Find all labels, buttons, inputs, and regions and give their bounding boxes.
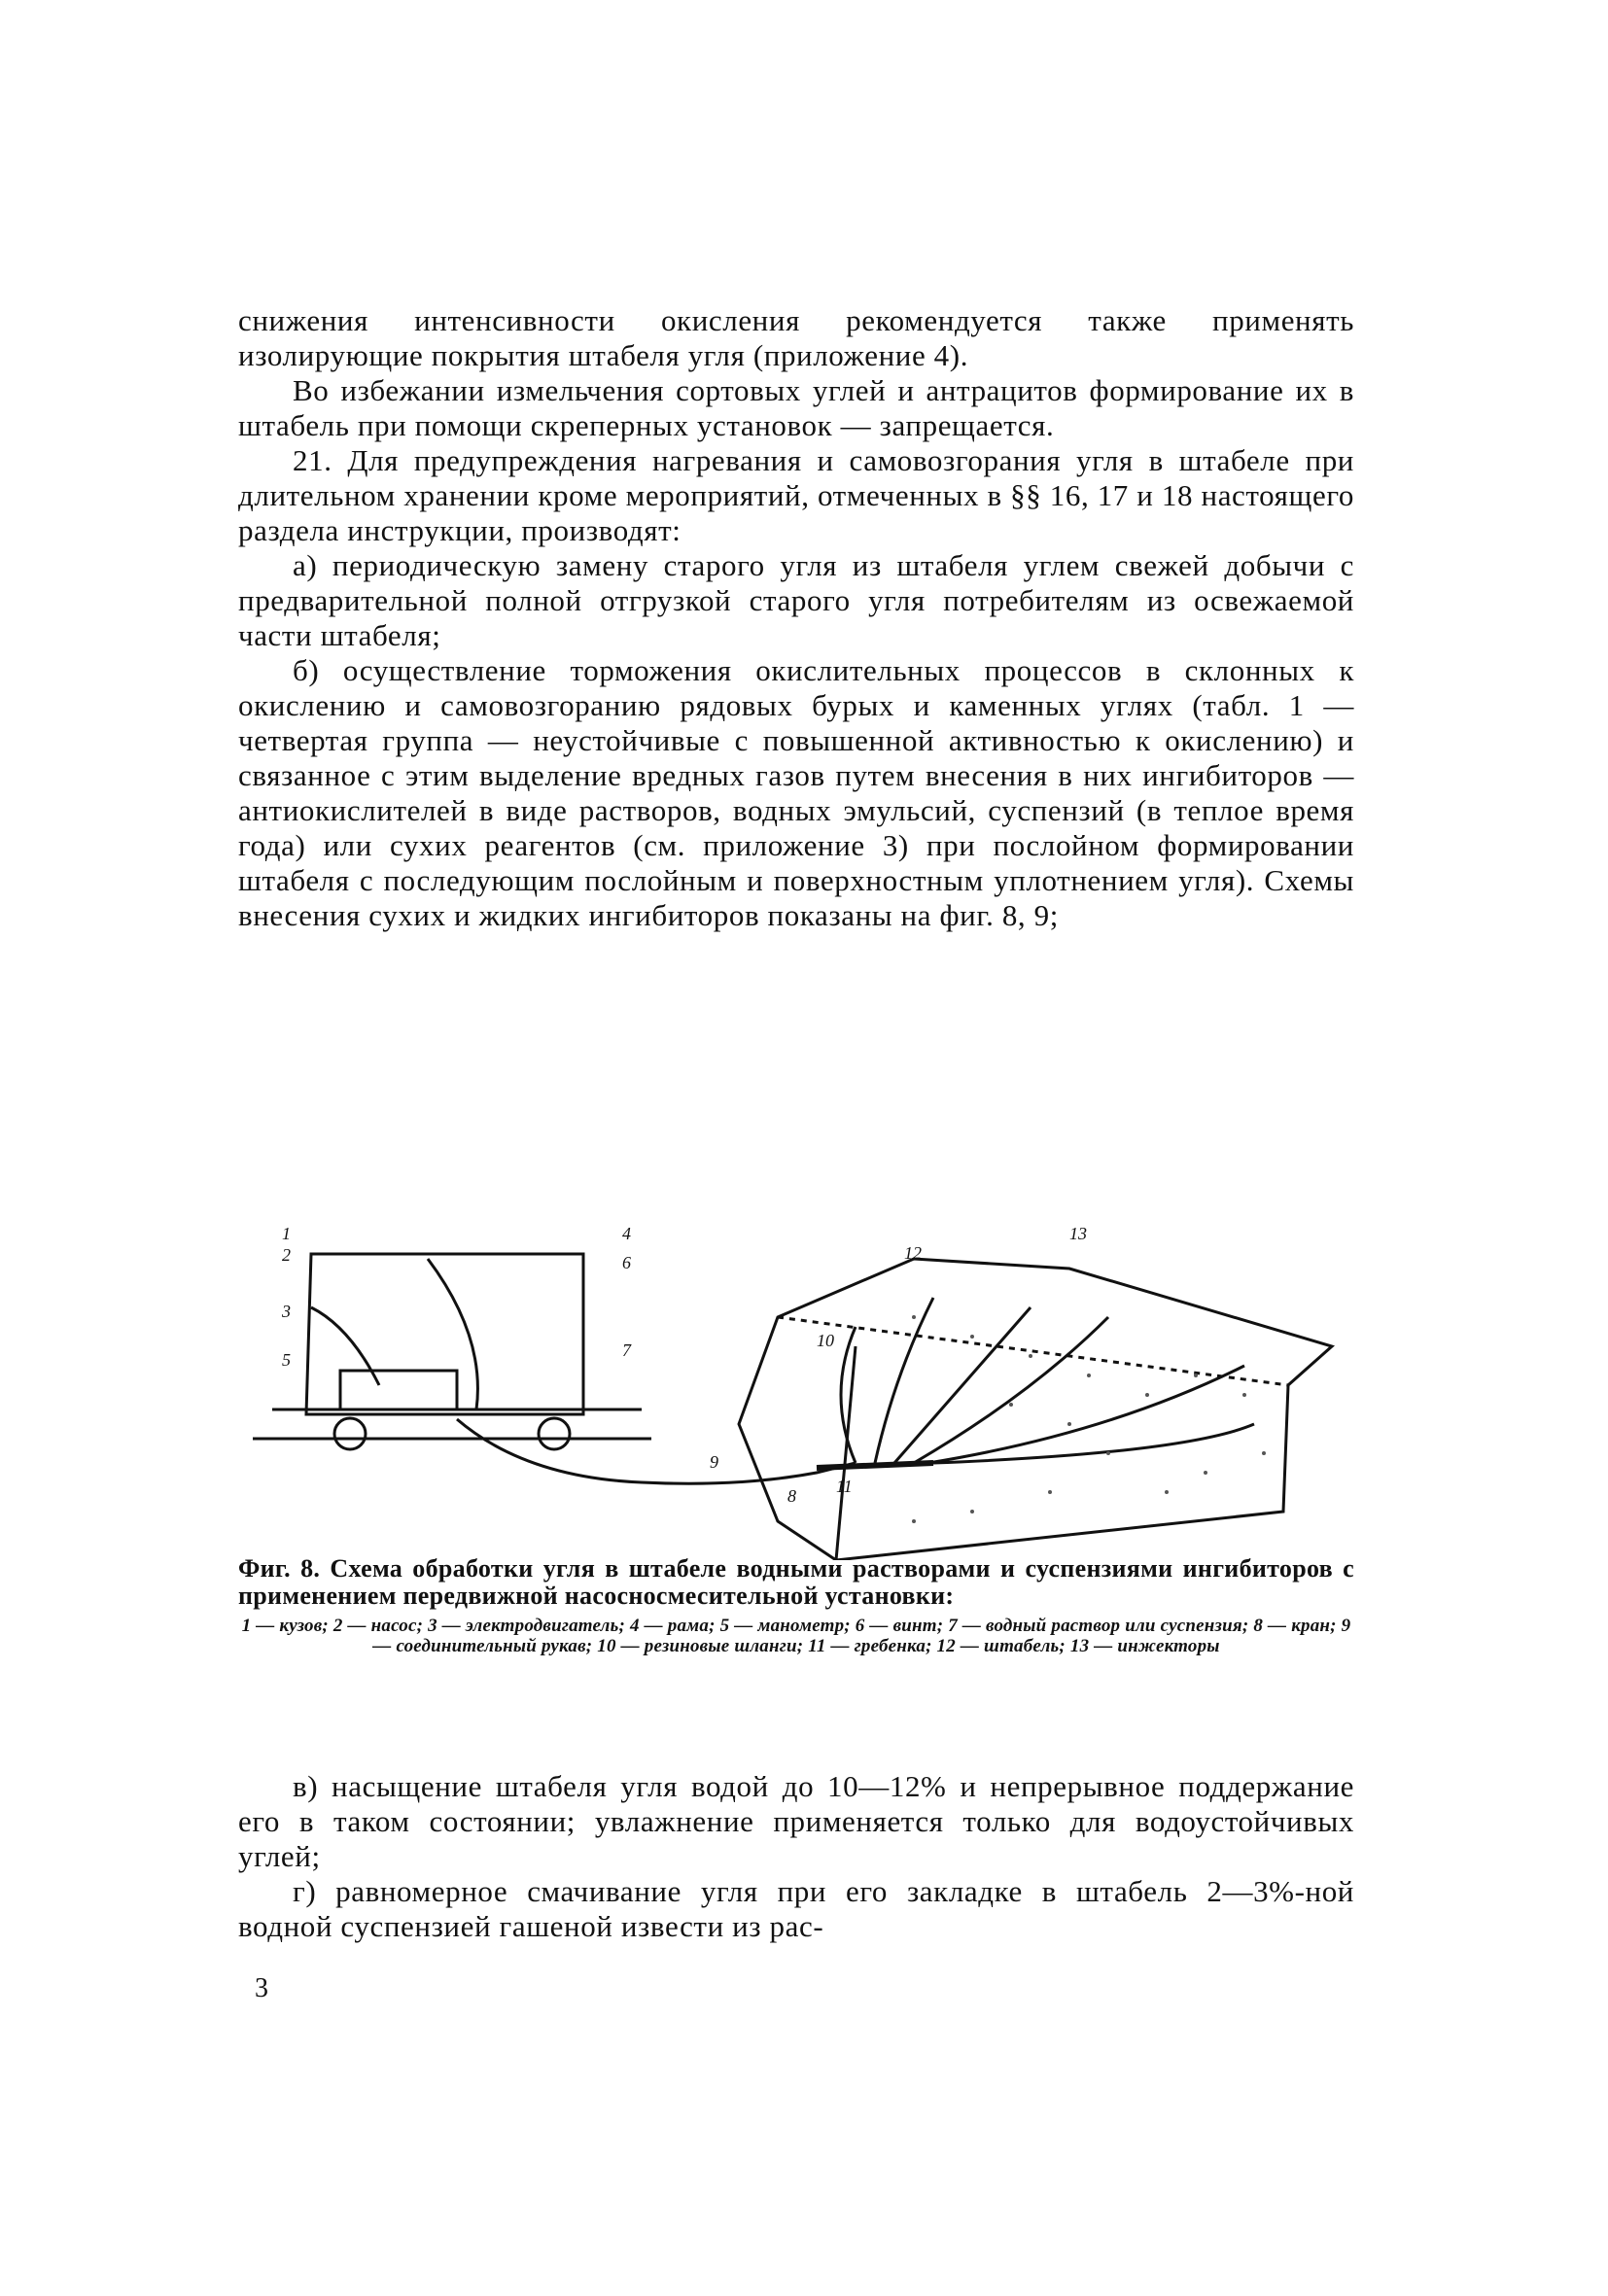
paragraph-1: снижения интенсивности окисления рекомендуется также применять изолирующие покрытия штабеля угля (приложение 4).: [238, 303, 1354, 372]
label-9: 9: [710, 1452, 718, 1472]
paragraph-4: а) периодическую замену старого угля из штабеля углем свежей добычи с предварительной полной отгрузкой старого угля потребителям из освежаемой части штабеля;: [238, 548, 1354, 652]
coal-texture: [912, 1315, 1266, 1523]
figure-8: [233, 1200, 1361, 1580]
label-1: 1: [282, 1224, 291, 1243]
inner-curve: [311, 1307, 379, 1385]
wheel-right: [539, 1418, 570, 1449]
injector-line-1: [841, 1327, 856, 1463]
unit-body: [306, 1254, 583, 1414]
label-12: 12: [904, 1243, 922, 1263]
distributor-comb: [817, 1463, 933, 1468]
injector-line-6: [933, 1424, 1254, 1463]
page-number: 3: [255, 1973, 268, 2003]
tank-curve: [428, 1259, 477, 1409]
injector-line-2: [875, 1298, 933, 1463]
label-10: 10: [817, 1331, 834, 1350]
figure-caption: Фиг. 8. Схема обработки угля в штабеле водными растворами и суспензиями ингибиторов с применением передвижной насосносмесительной установки:: [238, 1554, 1354, 1610]
label-8: 8: [787, 1486, 796, 1506]
injector-line-5: [928, 1366, 1244, 1463]
label-3: 3: [282, 1302, 291, 1321]
label-4: 4: [622, 1224, 631, 1243]
text-block-bottom: [238, 1769, 1354, 1944]
figure-legend: 1 — кузов; 2 — насос; 3 — электродвигатель; 4 — рама; 5 — манометр; 6 — винт; 7 — водный раствор или суспензия; 8 — кран; 9 — соединительный рукав; 10 — резиновые шланги; 11 — гребенка; 12 — штабель; 13 — инжекторы: [241, 1616, 1351, 1656]
label-13: 13: [1069, 1224, 1087, 1243]
label-2: 2: [282, 1245, 291, 1265]
connecting-hose: [457, 1419, 856, 1483]
injector-line-3: [894, 1307, 1031, 1463]
text-block-top: [238, 303, 1354, 933]
label-5: 5: [282, 1350, 291, 1370]
paragraph-6: в) насыщение штабеля угля водой до 10—12% и непрерывное поддержание его в таком состоянии; увлажнение применяется только для водоустойчивых углей;: [238, 1769, 1354, 1873]
coal-stack: [739, 1259, 1332, 1560]
pump-motor: [340, 1371, 457, 1409]
paragraph-3: 21. Для предупреждения нагревания и самовозгорания угля в штабеле при длительном хранении кроме мероприятий, отмеченных в §§ 16, 17 и 18 настоящего раздела инструкции, производят:: [238, 443, 1354, 547]
label-7: 7: [622, 1340, 631, 1360]
paragraph-7: г) равномерное смачивание угля при его закладке в штабель 2—3%-ной водной суспензией гашеной извести из рас-: [238, 1874, 1354, 1943]
wheel-left: [334, 1418, 366, 1449]
coal-treatment-diagram: [233, 1200, 1361, 1560]
label-6: 6: [622, 1253, 631, 1272]
paragraph-2: Во избежании измельчения сортовых углей и антрацитов формирование их в штабель при помощи скреперных установок — запрещается.: [238, 373, 1354, 442]
label-11: 11: [836, 1477, 853, 1496]
paragraph-5: б) осуществление торможения окислительных процессов в склонных к окислению и самовозгоранию рядовых бурых и каменных углях (табл. 1 — четвертая группа — неустойчивые с повышенной активностью к окислению) и связанное с этим выделение вредных газов путем внесения в них ингибиторов — антиокислителей в виде растворов, водных эмульсий, суспензий (в теплое время года) или сухих реагентов (см. приложение 3) при послойном формировании штабеля с последующим послойным и поверхностным уплотнением угля). Схемы внесения сухих и жидких ингибиторов показаны на фиг. 8, 9;: [238, 653, 1354, 932]
